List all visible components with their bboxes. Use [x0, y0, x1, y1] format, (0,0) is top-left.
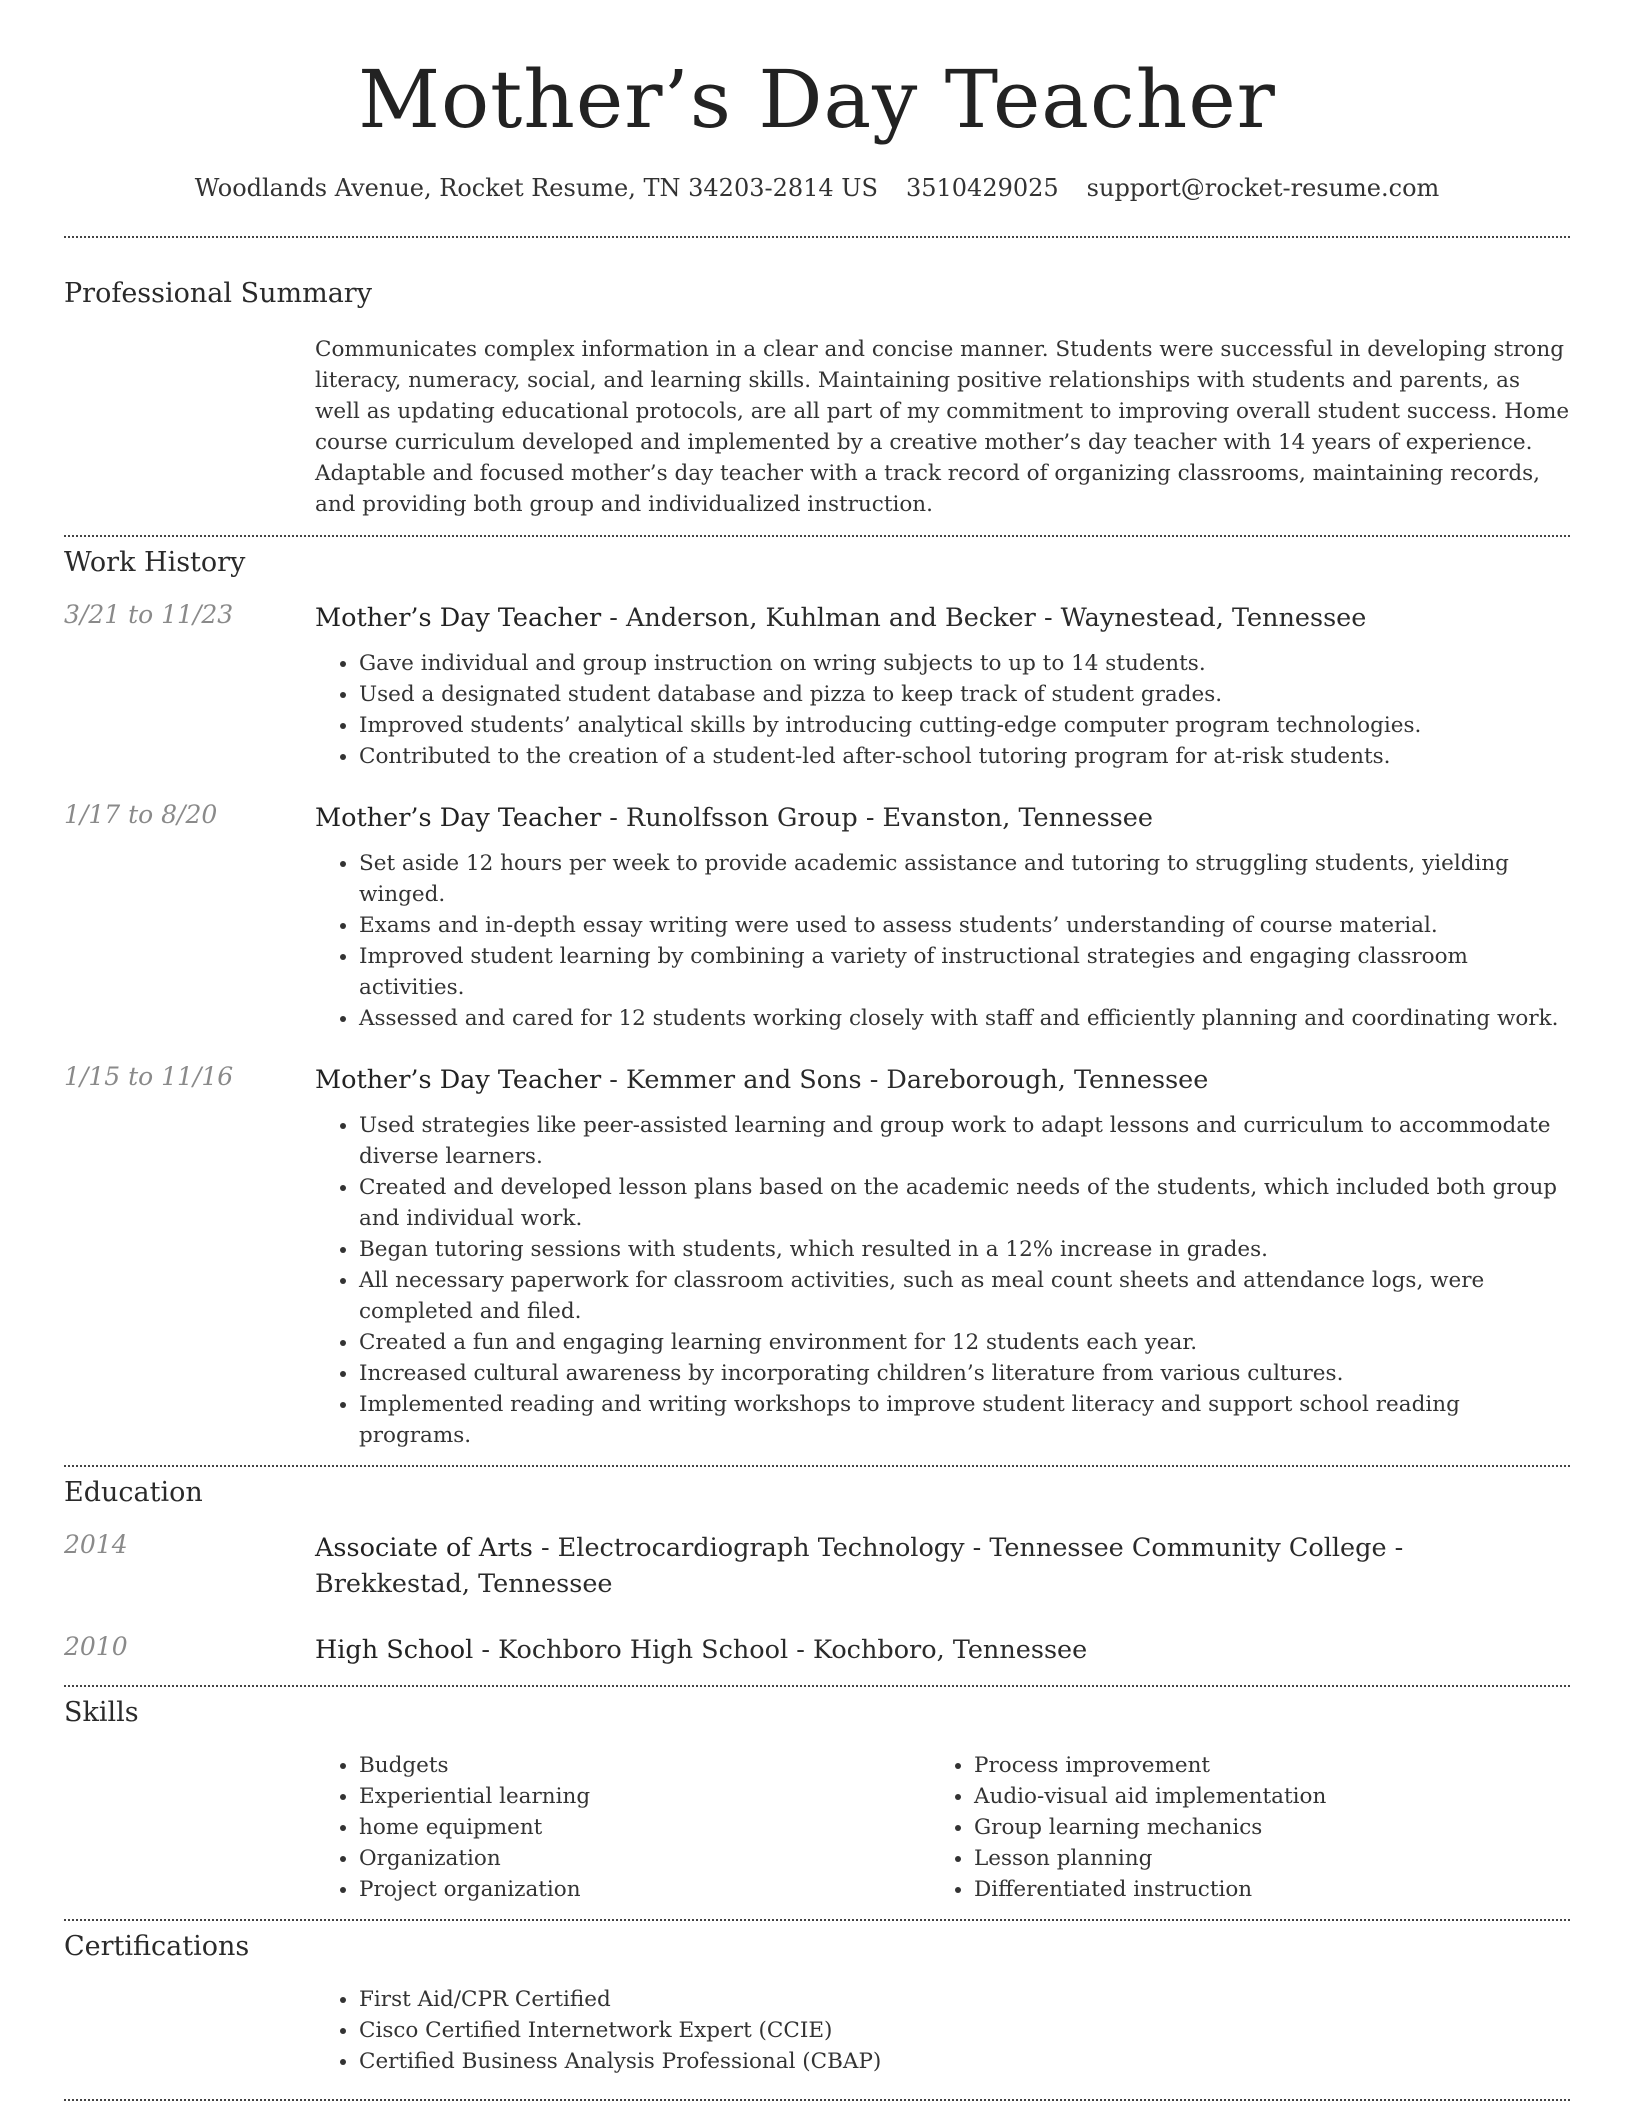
job-details: - Kemmer and Sons - Dareborough, Tennessee	[601, 1065, 1209, 1095]
certification-item: • Cisco Certified Internetwork Expert (CCIE)	[359, 2015, 1570, 2046]
education-year: 2014	[64, 1530, 128, 1559]
job-bullet: • Used strategies like peer-assisted learning and group work to adapt lessons and curriculum to accommodate diverse learners.	[359, 1110, 1570, 1172]
job-bullet: • All necessary paperwork for classroom activities, such as meal count sheets and attendance logs, were completed and filed.	[359, 1265, 1570, 1327]
job-position: Mother’s Day Teacher	[315, 603, 602, 633]
skill-item: • Organization	[359, 1843, 1570, 1874]
job-bullet: • Exams and in-depth essay writing were used to assess students’ understanding of course material.	[359, 910, 1570, 941]
education-entry	[64, 1632, 1570, 1668]
skill-item: • Lesson planning	[974, 1843, 1326, 1874]
skill-item: • home equipment	[359, 1812, 1570, 1843]
resume-page	[64, 0, 1570, 2101]
divider	[64, 1919, 1570, 1921]
job-bullets	[64, 1110, 1570, 1451]
email: support@rocket-resume.com	[1086, 174, 1440, 202]
education-degree: Associate of Arts	[315, 1533, 533, 1563]
education-degree: High School	[315, 1635, 474, 1665]
job-details: - Anderson, Kuhlman and Becker - Waynestead, Tennessee	[601, 603, 1367, 633]
job-bullet: • Implemented reading and writing workshops to improve student literacy and support school reading programs.	[359, 1389, 1570, 1451]
job-dates: 1/17 to 8/20	[64, 800, 218, 829]
divider	[64, 2099, 1570, 2101]
job-title	[315, 600, 1570, 636]
job-bullet: • Set aside 12 hours per week to provide academic assistance and tutoring to struggling students, yielding winged.	[359, 848, 1570, 910]
skill-item: • Experiential learning	[359, 1781, 1570, 1812]
skill-item: • Group learning mechanics	[974, 1812, 1326, 1843]
job-bullet: • Began tutoring sessions with students, which resulted in a 12% increase in grades.	[359, 1234, 1570, 1265]
job-bullet: • Contributed to the creation of a student-led after-school tutoring program for at-risk students.	[359, 741, 1570, 772]
job-title	[315, 800, 1570, 836]
education-details: - Electrocardiograph Technology - Tennessee Community College - Brekkestad, Tennessee	[315, 1533, 1404, 1599]
education-details: - Kochboro High School - Kochboro, Tennessee	[473, 1635, 1088, 1665]
phone: 3510429025	[905, 174, 1059, 202]
job-bullet: • Increased cultural awareness by incorporating children’s literature from various cultures.	[359, 1358, 1570, 1389]
address: Woodlands Avenue, Rocket Resume, TN 34203-2814 US	[194, 174, 878, 202]
divider	[64, 1465, 1570, 1467]
job-dates: 3/21 to 11/23	[64, 600, 234, 629]
job-bullets	[64, 648, 1570, 772]
certification-item: • First Aid/CPR Certified	[359, 1984, 1570, 2015]
section-title-education: Education	[64, 1477, 203, 1508]
skill-item: • Process improvement	[974, 1750, 1326, 1781]
section-title-work-history: Work History	[64, 547, 246, 578]
education-title	[315, 1530, 1495, 1602]
divider	[64, 1685, 1570, 1687]
education-title	[315, 1632, 1570, 1668]
job-position: Mother’s Day Teacher	[315, 803, 602, 833]
skills-list	[64, 1750, 1570, 1905]
job-entry	[64, 800, 1570, 1034]
section-title-summary: Professional Summary	[64, 278, 372, 309]
summary-text: Communicates complex information in a clear and concise manner. Students were successful in developing strong literacy, numeracy, social, and learning skills. Maintaining positive relationships with students and parents, as well as updating educational protocols, are all part of my commitment to improving overall student success. Home course curriculum developed and implemented by a creative mother’s day teacher with 14 years of experience. Adaptable and focused mother’s day teacher with a track record of organizing classrooms, maintaining records, and providing both group and individualized instruction.	[315, 337, 1570, 517]
job-bullet: • Created and developed lesson plans based on the academic needs of the students, which included both group and individual work.	[359, 1172, 1570, 1234]
job-title	[315, 1062, 1570, 1098]
divider	[64, 236, 1570, 238]
skill-item: • Budgets	[359, 1750, 1570, 1781]
job-entry	[64, 600, 1570, 772]
job-bullets	[64, 848, 1570, 1034]
section-title-certifications: Certifications	[64, 1931, 250, 1962]
divider	[64, 535, 1570, 537]
job-bullet: • Assessed and cared for 12 students working closely with staff and efficiently planning and coordinating work.	[359, 1003, 1570, 1034]
skill-item: • Project organization	[359, 1874, 1570, 1905]
contact-line	[64, 174, 1570, 202]
candidate-name: Mother’s Day Teacher	[358, 53, 1276, 146]
job-bullet: • Used a designated student database and pizza to keep track of student grades.	[359, 679, 1570, 710]
certifications-list	[64, 1984, 1570, 2077]
job-position: Mother’s Day Teacher	[315, 1065, 602, 1095]
certification-item: • Certified Business Analysis Professional (CBAP)	[359, 2046, 1570, 2077]
section-title-skills: Skills	[64, 1697, 139, 1728]
skill-item: • Audio-visual aid implementation	[974, 1781, 1326, 1812]
job-bullet: • Gave individual and group instruction on wring subjects to up to 14 students.	[359, 648, 1570, 679]
education-entry	[64, 1530, 1570, 1602]
skills-column-2	[679, 1750, 1326, 1905]
job-details: - Runolfsson Group - Evanston, Tennessee	[601, 803, 1153, 833]
job-bullet: • Improved student learning by combining a variety of instructional strategies and engaging classroom activities.	[359, 941, 1570, 1003]
job-bullet: • Created a fun and engaging learning environment for 12 students each year.	[359, 1327, 1570, 1358]
education-year: 2010	[64, 1632, 128, 1661]
skill-item: • Differentiated instruction	[974, 1874, 1326, 1905]
job-dates: 1/15 to 11/16	[64, 1062, 234, 1091]
job-entry	[64, 1062, 1570, 1451]
job-bullet: • Improved students’ analytical skills by introducing cutting-edge computer program technologies.	[359, 710, 1570, 741]
